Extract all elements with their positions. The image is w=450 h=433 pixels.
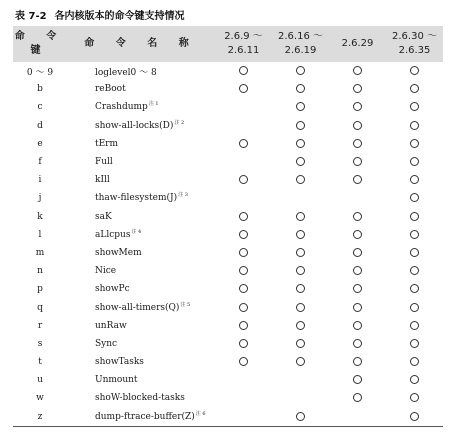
support-cell-version-1 [215,317,272,335]
command-name-cell [67,371,215,389]
footnote-marker: 注 2 [174,119,185,126]
support-cell-version-3 [329,335,386,353]
command-name: Sync [95,338,118,349]
supported-circle-icon [239,139,248,148]
command-name-cell [67,280,215,298]
support-cell-version-3 [329,226,386,244]
support-cell-version-3 [329,280,386,298]
command-key: k [37,211,43,222]
command-name-cell [67,317,215,335]
command-key: w [36,393,44,404]
support-cell-version-1 [215,280,272,298]
supported-circle-icon [410,84,419,93]
supported-circle-icon [239,248,248,257]
supported-circle-icon [239,230,248,239]
command-name-cell [67,117,215,135]
support-cell-version-4 [386,280,443,298]
support-cell-version-4 [386,353,443,371]
support-cell-version-2 [272,153,329,171]
supported-circle-icon [410,193,419,202]
support-cell-version-4 [386,226,443,244]
table-row [13,171,443,189]
support-cell-version-2 [272,80,329,98]
supported-circle-icon [410,66,419,75]
version-2-line-2: 2.6.19 [284,45,317,56]
command-name: showTasks [95,357,144,368]
version-4-line-2: 2.6.35 [398,45,431,56]
column-header-key: 命 令 键 [14,31,66,56]
command-name-cell [67,189,215,207]
supported-circle-icon [410,321,419,330]
support-cell-version-4 [386,244,443,262]
table-row [13,408,443,427]
command-key: j [38,193,42,204]
command-key: i [38,175,42,186]
table-row [13,262,443,280]
supported-circle-icon [353,321,362,330]
column-header-version-1 [215,26,272,62]
command-name-cell [67,262,215,280]
supported-circle-icon [410,157,419,166]
support-cell-version-2 [272,317,329,335]
table-row [13,135,443,153]
command-name-cell [67,80,215,98]
supported-circle-icon [239,339,248,348]
table-row [13,353,443,371]
table-row [13,189,443,207]
version-3-line-1: 2.6.29 [341,38,374,49]
support-cell-version-4 [386,262,443,280]
command-key: t [38,357,42,368]
table-row [13,80,443,98]
command-key: b [37,84,43,95]
table-row [13,98,443,116]
version-2-line-1: 2.6.16 ～ [278,31,323,42]
table-row [13,317,443,335]
support-cell-version-1 [215,62,272,80]
support-cell-version-4 [386,135,443,153]
supported-circle-icon [410,139,419,148]
command-key: r [37,320,43,331]
command-name: saK [95,211,112,222]
support-cell-version-2 [272,408,329,427]
support-cell-version-4 [386,189,443,207]
column-header-name: 命 令 名 称 [84,38,198,49]
support-cell-version-4 [386,80,443,98]
support-cell-version-1 [215,244,272,262]
support-cell-version-1 [215,98,272,116]
table-row [13,371,443,389]
supported-circle-icon [410,357,419,366]
command-name: kIll [95,175,110,186]
support-cell-version-2 [272,135,329,153]
support-cell-version-3 [329,80,386,98]
command-name: Full [95,157,113,168]
table-row [13,153,443,171]
kernel-sysrq-support-table [13,26,443,427]
command-key: m [35,247,45,258]
footnote-marker: 注 4 [131,228,142,235]
support-cell-version-2 [272,189,329,207]
support-cell-version-2 [272,226,329,244]
support-cell-version-1 [215,117,272,135]
header-row [13,26,443,62]
command-key: e [37,138,43,149]
command-name: showMem [95,247,142,258]
command-key: s [37,338,43,349]
supported-circle-icon [296,139,305,148]
table-caption [15,7,185,22]
support-cell-version-2 [272,335,329,353]
support-cell-version-2 [272,62,329,80]
supported-circle-icon [296,84,305,93]
supported-circle-icon [296,121,305,130]
table-row [13,280,443,298]
table-row [13,117,443,135]
command-key: q [37,302,43,313]
support-cell-version-3 [329,317,386,335]
table-row [13,226,443,244]
support-cell-version-1 [215,262,272,280]
supported-circle-icon [410,339,419,348]
support-cell-version-4 [386,408,443,427]
support-cell-version-4 [386,117,443,135]
command-key: d [37,120,43,131]
command-name-cell [67,353,215,371]
supported-circle-icon [239,321,248,330]
table-row [13,208,443,226]
support-cell-version-3 [329,189,386,207]
command-name: loglevel0 ～ 8 [95,67,157,78]
command-name-cell [67,208,215,226]
column-header-version-4 [386,26,443,62]
support-cell-version-1 [215,80,272,98]
support-cell-version-4 [386,298,443,316]
supported-circle-icon [353,84,362,93]
command-key: c [37,102,43,113]
command-name: thaw-filesystem(J) [95,193,178,204]
support-cell-version-3 [329,62,386,80]
supported-circle-icon [296,248,305,257]
supported-circle-icon [296,102,305,111]
support-cell-version-2 [272,171,329,189]
support-cell-version-3 [329,298,386,316]
supported-circle-icon [239,175,248,184]
table-row [13,298,443,316]
table-body [13,62,443,426]
supported-circle-icon [353,66,362,75]
supported-circle-icon [353,175,362,184]
supported-circle-icon [410,284,419,293]
supported-circle-icon [239,357,248,366]
supported-circle-icon [296,175,305,184]
supported-circle-icon [353,248,362,257]
command-name: dump-ftrace-buffer(Z) [95,411,195,422]
command-name-cell [67,171,215,189]
supported-circle-icon [296,157,305,166]
table-row [13,389,443,407]
supported-circle-icon [296,266,305,275]
command-key: z [13,408,67,427]
command-name-cell [67,226,215,244]
support-cell-version-4 [386,317,443,335]
supported-circle-icon [353,393,362,402]
support-cell-version-1 [215,335,272,353]
supported-circle-icon [353,303,362,312]
support-cell-version-1 [215,371,272,389]
support-cell-version-3 [329,408,386,427]
command-name-cell [67,244,215,262]
command-name: tErm [95,138,119,149]
support-cell-version-3 [329,171,386,189]
command-name-cell [67,153,215,171]
column-header-version-3 [329,26,386,62]
supported-circle-icon [296,212,305,221]
support-cell-version-3 [329,262,386,280]
command-key: u [37,375,43,386]
support-cell-version-4 [386,371,443,389]
command-name-cell [67,135,215,153]
supported-circle-icon [410,212,419,221]
footnote-marker: 注 5 [180,301,191,308]
support-cell-version-1 [215,189,272,207]
supported-circle-icon [410,393,419,402]
command-name: Unmount [95,375,138,386]
table-row [13,244,443,262]
supported-circle-icon [353,139,362,148]
support-cell-version-2 [272,298,329,316]
command-name-cell [67,389,215,407]
supported-circle-icon [239,303,248,312]
support-cell-version-1 [215,408,272,427]
supported-circle-icon [296,357,305,366]
support-cell-version-4 [386,335,443,353]
support-cell-version-1 [215,353,272,371]
supported-circle-icon [410,412,419,421]
supported-circle-icon [296,66,305,75]
table-header [13,26,443,62]
support-cell-version-2 [272,262,329,280]
support-cell-version-3 [329,371,386,389]
support-cell-version-4 [386,171,443,189]
support-cell-version-3 [329,244,386,262]
support-cell-version-4 [386,62,443,80]
support-cell-version-4 [386,153,443,171]
supported-circle-icon [410,102,419,111]
command-name: Nice [95,266,117,277]
support-cell-version-4 [386,98,443,116]
table-row [13,62,443,80]
support-cell-version-3 [329,98,386,116]
support-cell-version-1 [215,226,272,244]
command-name-cell [67,98,215,116]
supported-circle-icon [410,303,419,312]
footnote-marker: 注 3 [178,192,188,199]
command-key: 0 ～ 9 [26,67,54,78]
supported-circle-icon [296,412,305,421]
command-key: f [38,157,42,168]
version-4-line-1: 2.6.30 ～ [392,31,437,42]
supported-circle-icon [353,284,362,293]
support-cell-version-2 [272,208,329,226]
command-name: unRaw [95,320,127,331]
supported-circle-icon [410,266,419,275]
support-cell-version-3 [329,135,386,153]
command-name: show-all-timers(Q) [95,302,180,313]
supported-circle-icon [353,230,362,239]
footnote-marker: 注 1 [148,101,159,108]
version-1-line-1: 2.6.9 ～ [224,31,263,42]
support-cell-version-1 [215,389,272,407]
support-cell-version-2 [272,389,329,407]
supported-circle-icon [410,375,419,384]
support-cell-version-3 [329,153,386,171]
command-name: aLlcpus [95,229,131,240]
supported-circle-icon [239,66,248,75]
table-title: 各内核版本的命令键支持情况 [54,11,185,22]
support-cell-version-1 [215,298,272,316]
supported-circle-icon [410,230,419,239]
support-cell-version-1 [215,171,272,189]
support-cell-version-2 [272,117,329,135]
supported-circle-icon [353,266,362,275]
supported-circle-icon [353,357,362,366]
supported-circle-icon [353,212,362,221]
command-name-cell [67,298,215,316]
command-name-cell [67,62,215,80]
supported-circle-icon [353,121,362,130]
supported-circle-icon [353,157,362,166]
support-cell-version-3 [329,208,386,226]
support-cell-version-4 [386,208,443,226]
support-cell-version-2 [272,353,329,371]
command-name-cell [67,335,215,353]
support-cell-version-3 [329,389,386,407]
command-key: p [37,284,43,295]
support-cell-version-2 [272,371,329,389]
supported-circle-icon [296,230,305,239]
version-1-line-2: 2.6.11 [227,45,260,56]
column-header-version-2 [272,26,329,62]
supported-circle-icon [410,248,419,257]
supported-circle-icon [353,339,362,348]
supported-circle-icon [239,266,248,275]
command-name: reBoot [95,84,126,95]
command-name: showPc [95,284,130,295]
supported-circle-icon [296,321,305,330]
supported-circle-icon [296,284,305,293]
table-row [13,335,443,353]
support-cell-version-1 [215,208,272,226]
support-cell-version-2 [272,280,329,298]
support-cell-version-1 [215,153,272,171]
supported-circle-icon [353,102,362,111]
footnote-marker: 注 6 [195,410,206,417]
table-number: 表 7-2 [15,11,47,22]
command-name: Crashdump [95,102,148,113]
supported-circle-icon [296,339,305,348]
supported-circle-icon [296,303,305,312]
command-name: shoW-blocked-tasks [95,393,185,404]
command-name: show-all-locks(D) [95,120,174,131]
command-key: l [38,229,42,240]
supported-circle-icon [239,212,248,221]
support-cell-version-2 [272,244,329,262]
supported-circle-icon [239,84,248,93]
supported-circle-icon [353,375,362,384]
supported-circle-icon [410,121,419,130]
support-cell-version-1 [215,135,272,153]
support-cell-version-4 [386,389,443,407]
command-name-cell [67,408,215,427]
support-cell-version-3 [329,353,386,371]
command-key: n [37,266,43,277]
supported-circle-icon [410,175,419,184]
support-cell-version-3 [329,117,386,135]
supported-circle-icon [239,284,248,293]
support-cell-version-2 [272,98,329,116]
